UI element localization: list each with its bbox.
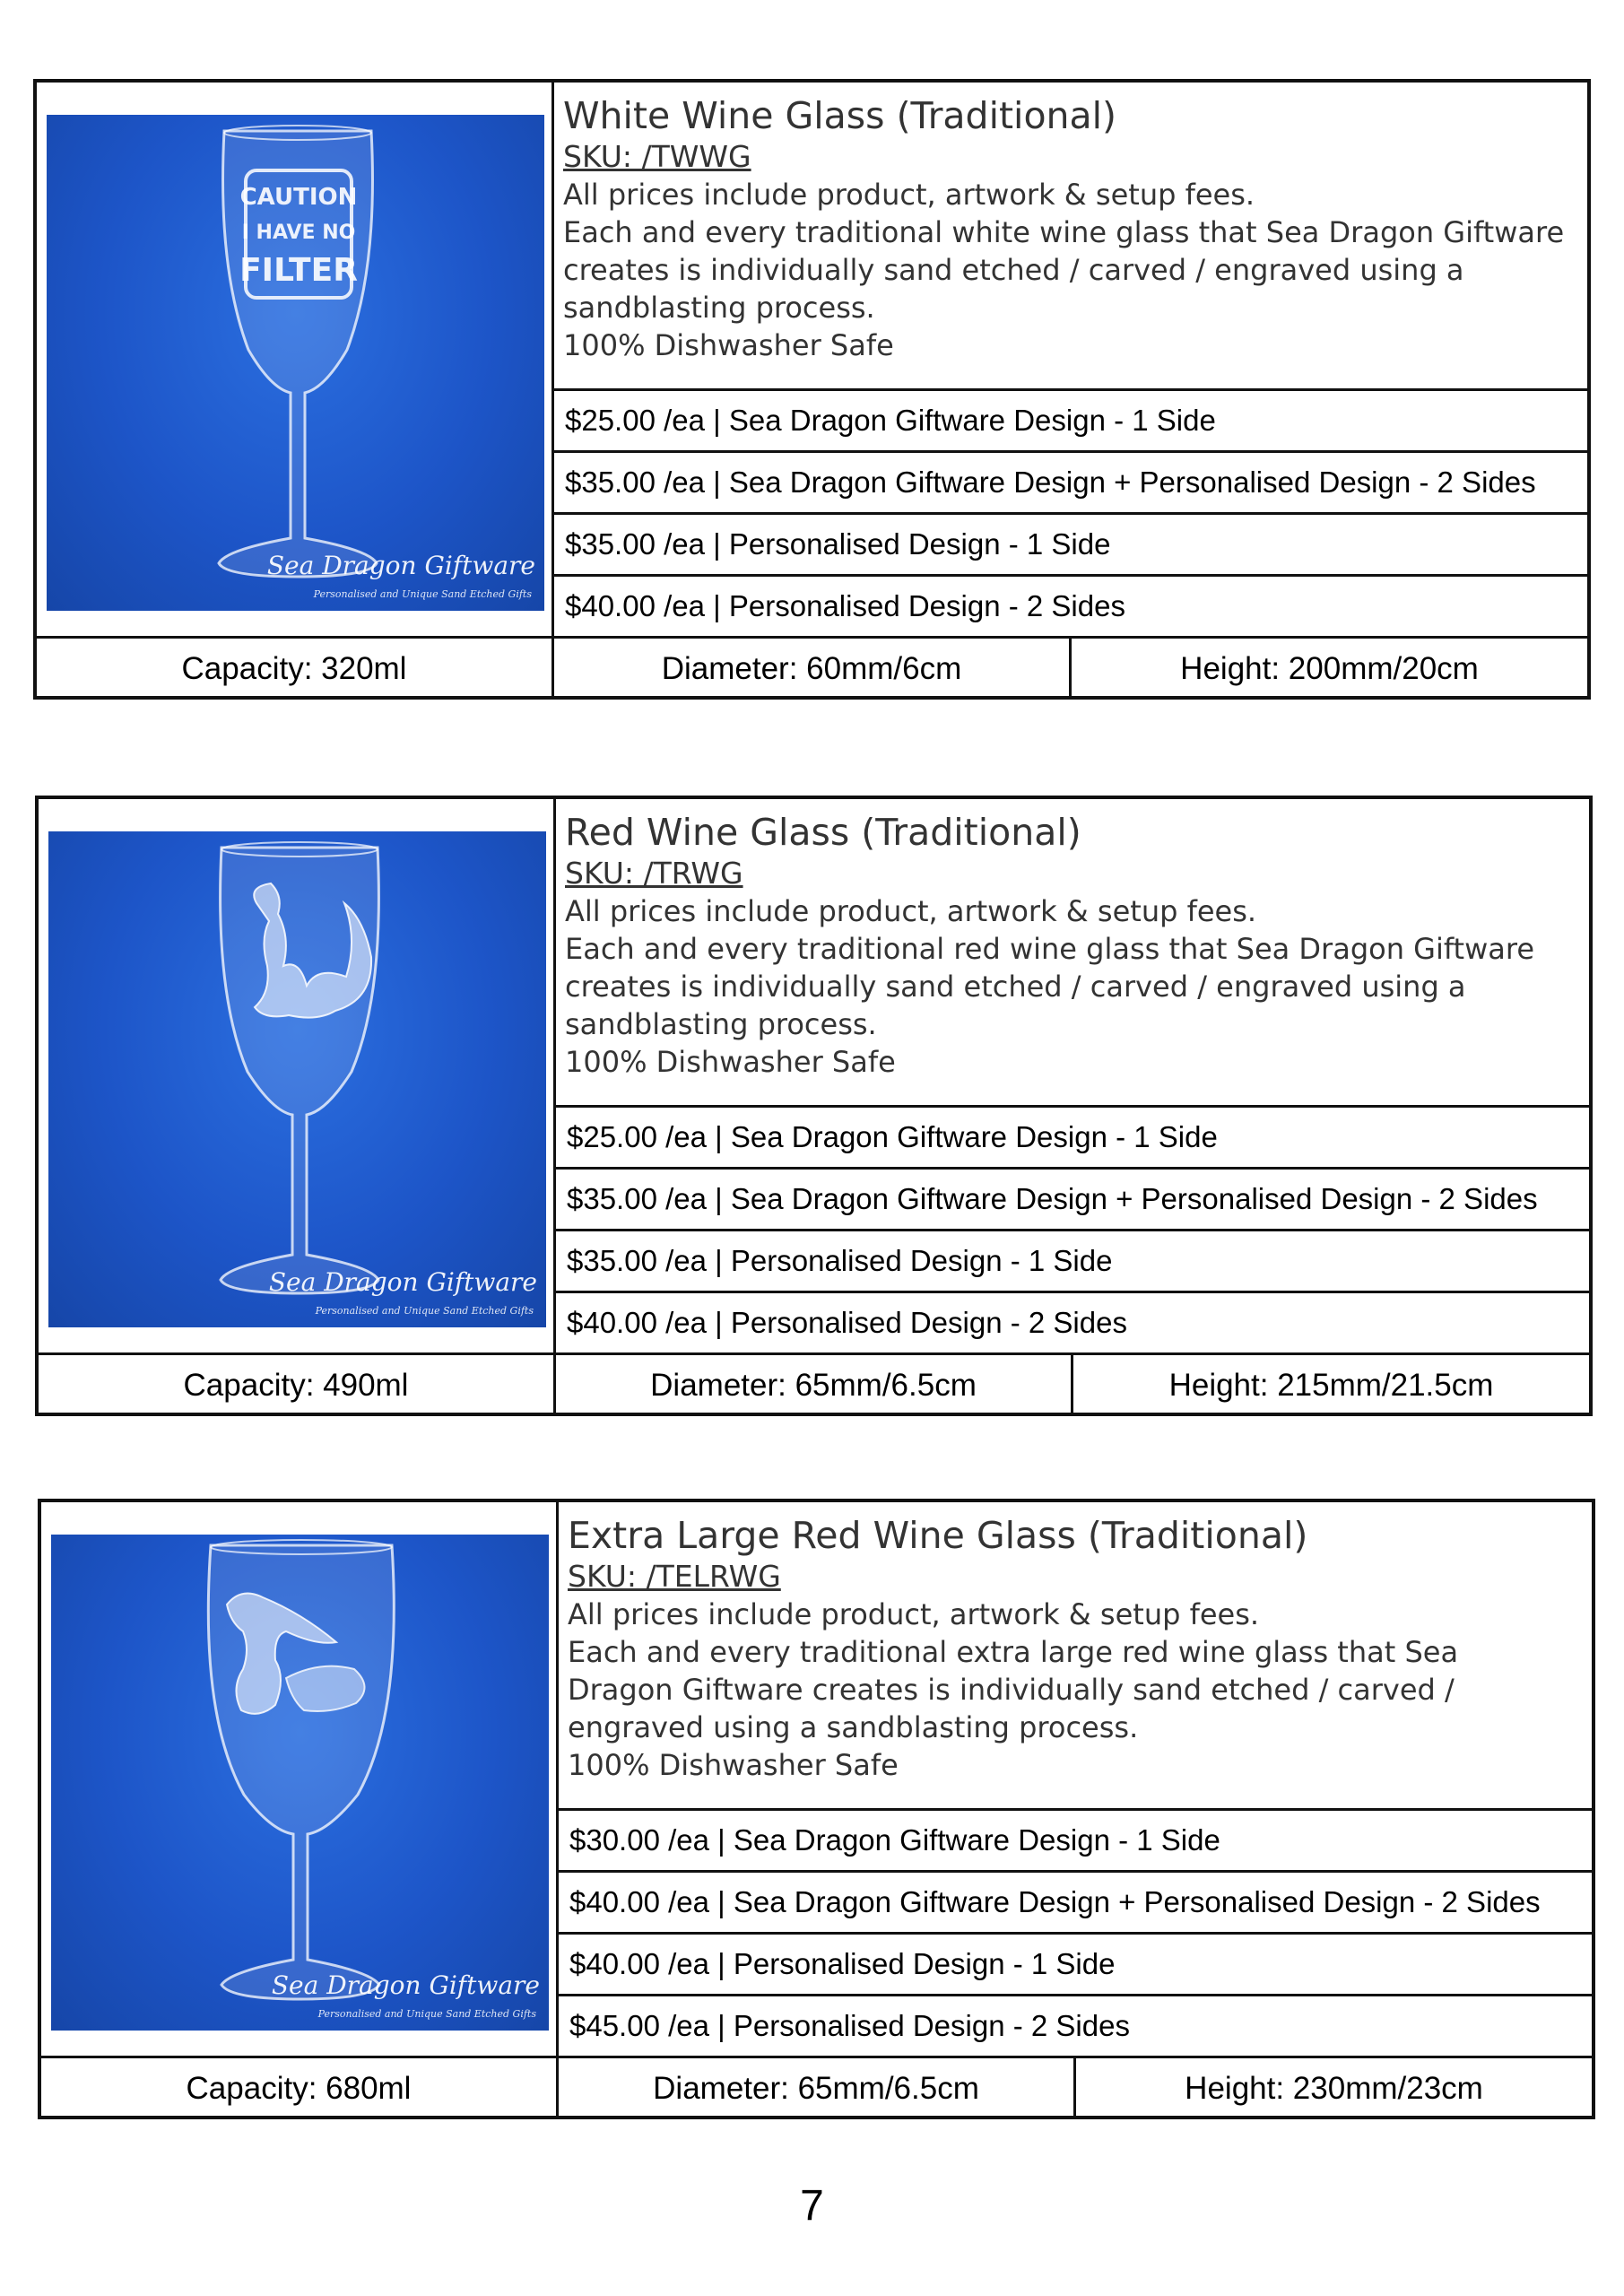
wine-glass-illustration <box>47 115 544 611</box>
capacity-spec: Capacity: 320ml <box>37 639 554 700</box>
product-title: Red Wine Glass (Traditional) <box>565 811 1081 854</box>
description-line: 100% Dishwasher Safe <box>568 1748 899 1782</box>
product-description-cell <box>559 1502 1592 1811</box>
description-line: 100% Dishwasher Safe <box>563 328 894 362</box>
diameter-spec: Diameter: 60mm/6cm <box>554 639 1072 700</box>
product-photo <box>47 115 544 611</box>
product-sku: SKU: /TRWG <box>565 856 743 891</box>
product-photo-cell <box>41 1502 559 2058</box>
description-line: Each and every traditional extra large red wine glass that Sea <box>568 1635 1459 1669</box>
height-spec: Height: 200mm/20cm <box>1180 651 1479 686</box>
pelican-etching-2 <box>286 1666 365 1711</box>
price-row: $25.00 /ea | Sea Dragon Giftware Design - 1 Side <box>556 1108 1589 1170</box>
price-row: $40.00 /ea | Personalised Design - 2 Sides <box>554 577 1587 639</box>
price-row: $30.00 /ea | Sea Dragon Giftware Design - 1 Side <box>559 1811 1592 1873</box>
price-row: $35.00 /ea | Personalised Design - 1 Side <box>556 1231 1589 1293</box>
product-white-wine-glass <box>33 79 1591 700</box>
description-line: creates is individually sand etched / carved / engraved using a <box>565 970 1466 1004</box>
description-line: Each and every traditional red wine glass that Sea Dragon Giftware <box>565 932 1535 966</box>
description-line: All prices include product, artwork & setup fees. <box>565 894 1257 928</box>
description-line: creates is individually sand etched / carved / engraved using a <box>563 253 1464 287</box>
price-row: $25.00 /ea | Sea Dragon Giftware Design - 1 Side <box>554 391 1587 453</box>
description-line: All prices include product, artwork & setup fees. <box>568 1597 1260 1631</box>
product-photo <box>48 831 546 1327</box>
watermark-tagline: Personalised and Unique Sand Etched Gifts <box>317 2008 536 2020</box>
watermark-tagline: Personalised and Unique Sand Etched Gifts <box>313 588 532 600</box>
description-line: sandblasting process. <box>563 291 875 325</box>
capacity-spec: Capacity: 680ml <box>41 2058 559 2119</box>
watermark-logo: Sea Dragon Giftware <box>266 551 535 580</box>
product-title: Extra Large Red Wine Glass (Traditional) <box>568 1514 1308 1557</box>
etching-line-2: I HAVE NO <box>241 222 356 244</box>
description-line: All prices include product, artwork & setup fees. <box>563 178 1255 212</box>
description-line: engraved using a sandblasting process. <box>568 1710 1139 1744</box>
height-spec: Height: 230mm/23cm <box>1185 2071 1483 2106</box>
price-row: $40.00 /ea | Personalised Design - 1 Side <box>559 1935 1592 1996</box>
watermark-logo: Sea Dragon Giftware <box>271 1970 540 2000</box>
price-row: $40.00 /ea | Personalised Design - 2 Sides <box>556 1293 1589 1355</box>
product-description-cell <box>556 799 1589 1108</box>
wine-glass-illustration <box>51 1535 549 2031</box>
product-photo <box>51 1535 549 2031</box>
product-photo-cell <box>37 83 554 639</box>
diameter-spec: Diameter: 65mm/6.5cm <box>556 1355 1073 1416</box>
price-row: $35.00 /ea | Sea Dragon Giftware Design + Personalised Design - 2 Sides <box>554 453 1587 515</box>
etching-line-1: CAUTION <box>239 184 358 211</box>
product-title: White Wine Glass (Traditional) <box>563 94 1117 137</box>
description-line: sandblasting process. <box>565 1007 877 1041</box>
description-line: Dragon Giftware creates is individually sand etched / carved / <box>568 1673 1455 1707</box>
product-red-wine-glass <box>35 796 1593 1416</box>
watermark-logo: Sea Dragon Giftware <box>268 1267 537 1297</box>
price-row: $35.00 /ea | Sea Dragon Giftware Design + Personalised Design - 2 Sides <box>556 1170 1589 1231</box>
diameter-spec: Diameter: 65mm/6.5cm <box>559 2058 1076 2119</box>
product-sku: SKU: /TELRWG <box>568 1559 781 1594</box>
price-row: $35.00 /ea | Personalised Design - 1 Side <box>554 515 1587 577</box>
wine-glass-illustration <box>48 831 546 1327</box>
product-photo-cell <box>39 799 556 1355</box>
description-line: Each and every traditional white wine glass that Sea Dragon Giftware <box>563 215 1565 249</box>
capacity-spec: Capacity: 490ml <box>39 1355 556 1416</box>
price-row: $45.00 /ea | Personalised Design - 2 Sides <box>559 1996 1592 2058</box>
etching-line-3: FILTER <box>239 252 358 289</box>
page-number: 7 <box>800 2182 824 2230</box>
product-description-cell <box>554 83 1587 391</box>
description-line: 100% Dishwasher Safe <box>565 1045 896 1079</box>
watermark-tagline: Personalised and Unique Sand Etched Gifts <box>315 1305 534 1317</box>
product-extra-large-red-wine-glass <box>38 1499 1595 2119</box>
price-row: $40.00 /ea | Sea Dragon Giftware Design + Personalised Design - 2 Sides <box>559 1873 1592 1935</box>
height-spec: Height: 215mm/21.5cm <box>1168 1368 1494 1403</box>
product-sku: SKU: /TWWG <box>563 139 751 174</box>
